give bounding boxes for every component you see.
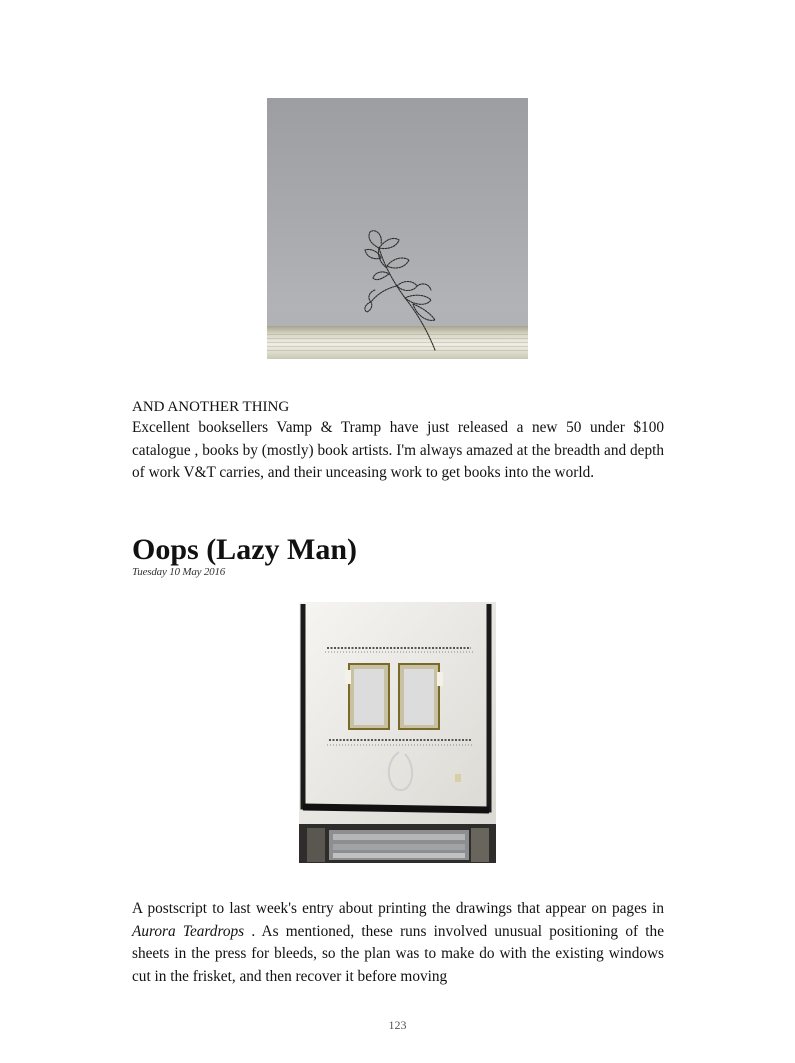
section-heading: AND ANOTHER THING [132,399,290,415]
post-date: Tuesday 10 May 2016 [132,566,226,578]
section-paragraph: Excellent booksellers Vamp & Tramp have just released a new 50 under $100 catalogue , books by (mostly) book artists. I'm always amazed at the breadth and depth of work V&T carries, and their unceasing work to get books into the world. [132,419,664,481]
post-text-before: A postscript to last week's entry about printing the drawings that appear on pages in [132,900,664,917]
botanical-drawing-photo [267,98,528,359]
post-title: Oops (Lazy Man) [132,533,357,566]
post-text-after: . As mentioned, these runs involved unusual positioning of the sheets in the press for bleeds, so the plan was to make do with the existing windows cut in the frisket, and then recover it before moving [132,922,664,985]
page-number: 123 [388,1018,407,1032]
press-frisket-photo [299,602,496,863]
post-paragraph [132,898,664,988]
book-title: Aurora Teardrops [132,922,245,940]
